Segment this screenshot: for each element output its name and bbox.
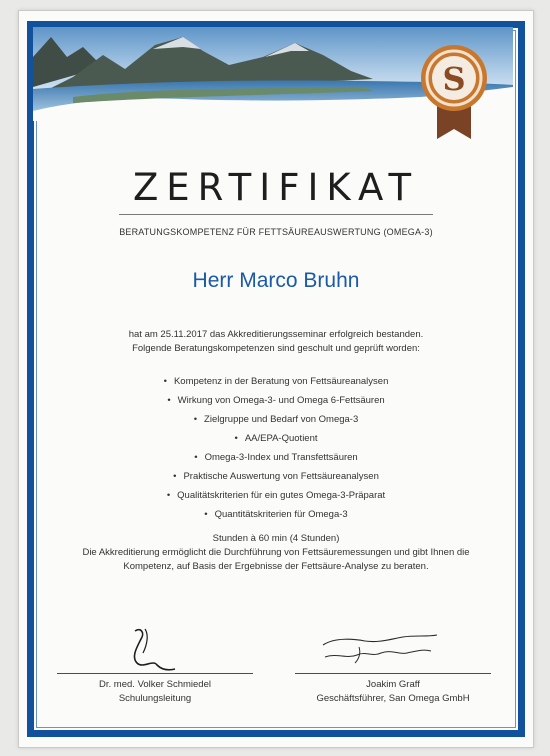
signatory-name: Joakim Graff <box>366 679 420 690</box>
signatory-role: Schulungsleitung <box>118 693 192 704</box>
competency-item: • AA/EPA-Quotient <box>19 429 533 448</box>
san-omega-logo <box>419 43 489 143</box>
intro-line: Folgende Beratungskompetenzen sind geschult und geprüft worden: <box>132 343 420 354</box>
competency-item: • Praktische Auswertung von Fettsäureanalysen <box>19 467 533 486</box>
signature-block-left <box>57 623 253 711</box>
intro-text <box>19 328 533 356</box>
recipient-name: Herr Marco Bruhn <box>192 269 360 292</box>
title-divider <box>119 214 433 215</box>
closing-line: Die Akkreditierung ermöglicht die Durchführung von Fettsäuremessungen und gibt Ihnen die <box>82 547 470 558</box>
certificate-subtitle: BERATUNGSKOMPETENZ FÜR FETTSÄUREAUSWERTUNG (OMEGA-3) <box>119 227 433 237</box>
signatory-name: Dr. med. Volker Schmiedel <box>99 679 211 690</box>
logo-letter: S <box>442 60 466 98</box>
signatory-role: Geschäftsführer, San Omega GmbH <box>316 693 470 704</box>
signature-line <box>295 673 491 674</box>
handwritten-signature-right <box>295 623 491 673</box>
competency-item: • Omega-3-Index und Transfettsäuren <box>19 448 533 467</box>
duration-line: Stunden à 60 min (4 Stunden) <box>212 533 340 544</box>
competency-item: • Quantitätskriterien für Omega-3 <box>19 505 533 524</box>
signature-line <box>57 673 253 674</box>
closing-line: Kompetenz, auf Basis der Ergebnisse der Fettsäure-Analyse zu beraten. <box>123 561 429 572</box>
competency-item: • Zielgruppe und Bedarf von Omega-3 <box>19 410 533 429</box>
handwritten-signature-left <box>57 623 253 673</box>
closing-text <box>19 532 533 574</box>
competency-item: • Qualitätskriterien für ein gutes Omega-3-Präparat <box>19 486 533 505</box>
competency-item: • Kompetenz in der Beratung von Fettsäureanalysen <box>19 372 533 391</box>
competency-item: • Wirkung von Omega-3- und Omega 6-Fettsäuren <box>19 391 533 410</box>
certificate-page <box>18 10 534 748</box>
intro-line: hat am 25.11.2017 das Akkreditierungsseminar erfolgreich bestanden. <box>128 329 424 340</box>
certificate-title: ZERTIFIKAT <box>132 166 420 209</box>
competency-list <box>19 372 533 524</box>
signature-block-right <box>295 623 491 711</box>
